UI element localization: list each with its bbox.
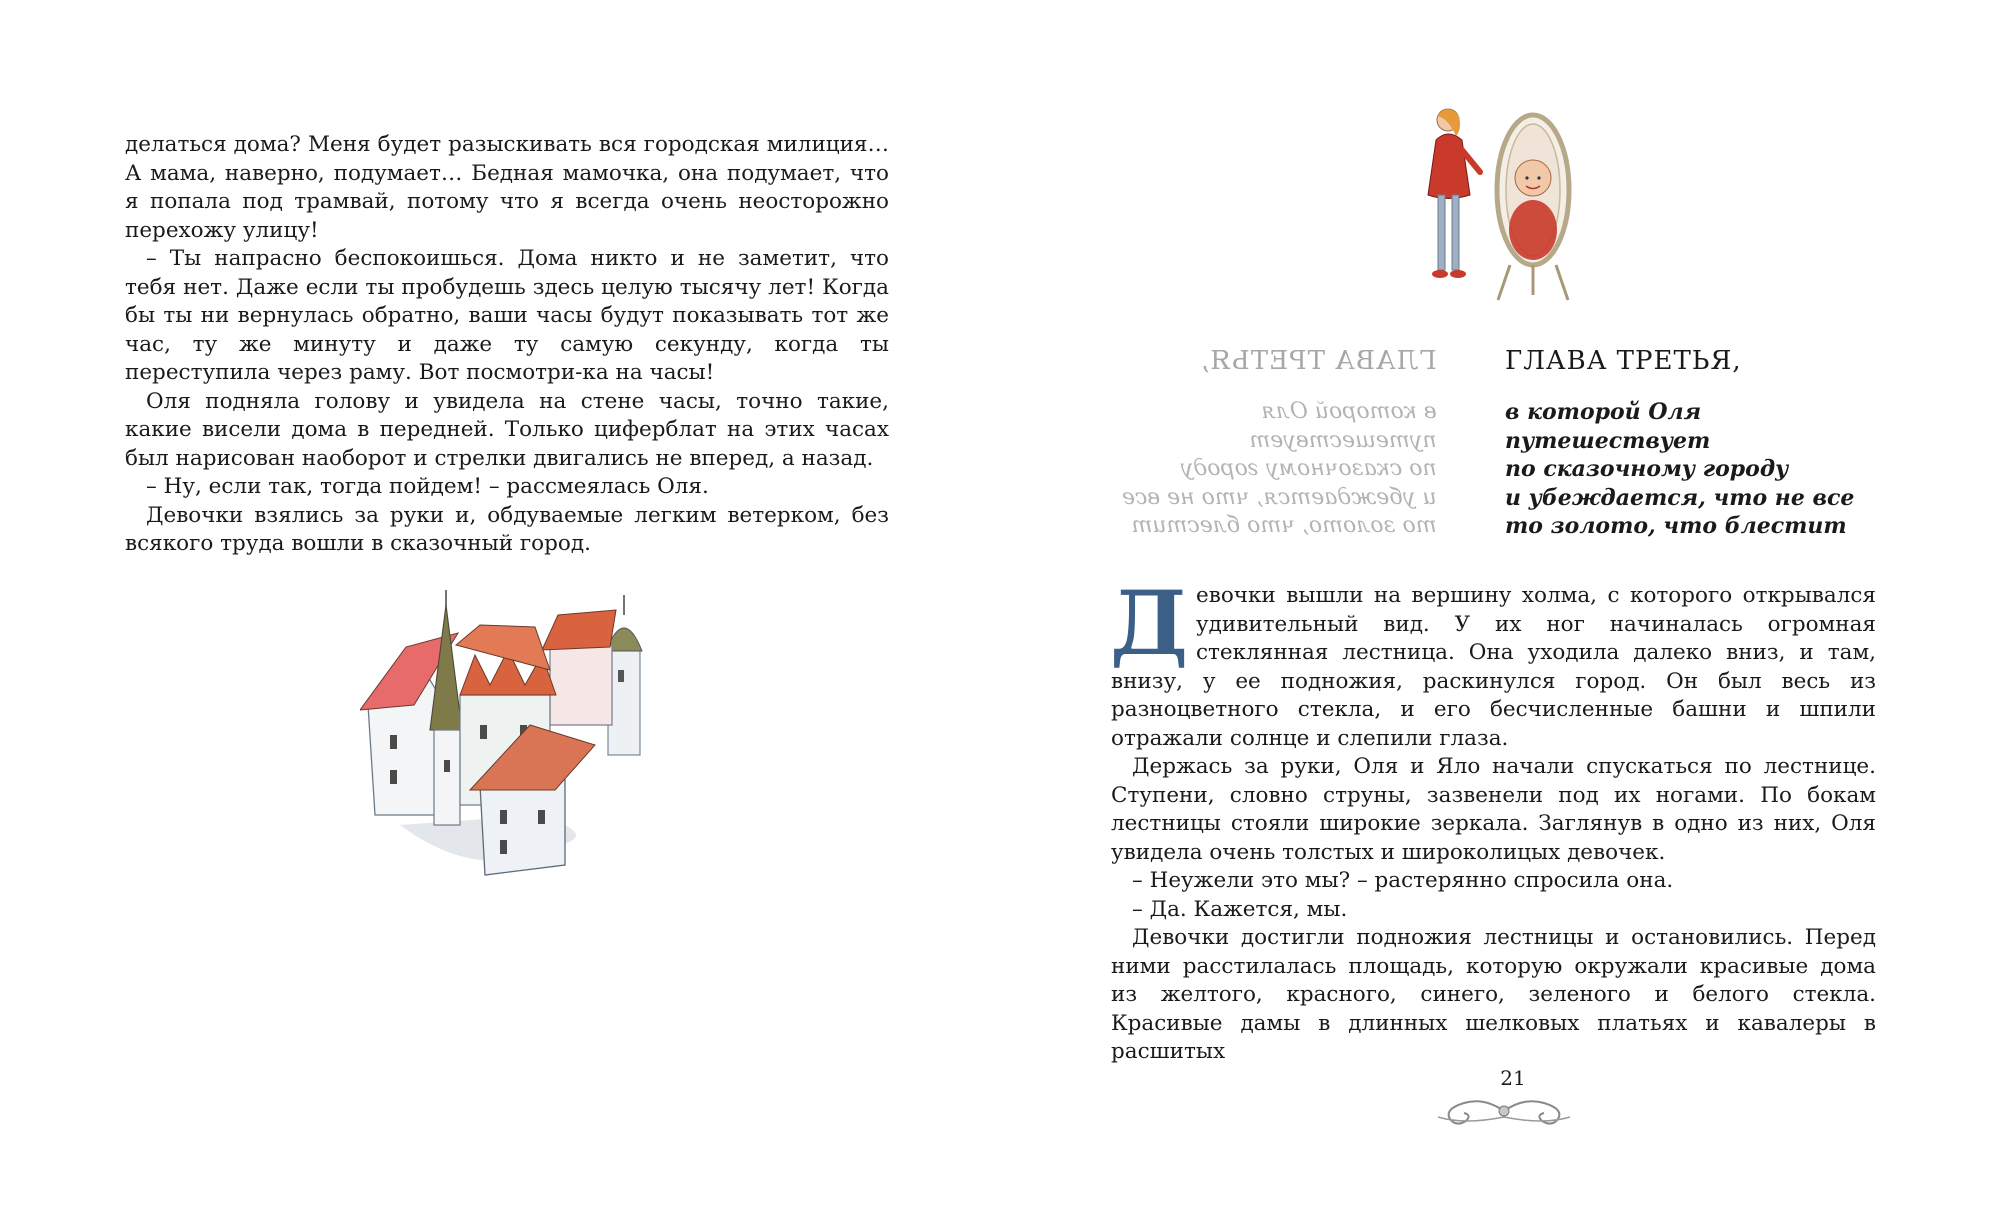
paragraph: Оля подняла голову и увидела на стене часы, точно такие, какие висели дома в передней. Только циферблат на этих часах был нарисован наоборот и стрелки двигались не вперед, а назад. bbox=[125, 388, 889, 471]
chapter-subtitle-reflection bbox=[1122, 398, 1437, 541]
page-number: 21 bbox=[1500, 1066, 1526, 1090]
page-ornament bbox=[1434, 1093, 1574, 1129]
subtitle-line: в которой Оля bbox=[1261, 399, 1437, 424]
paragraph: делаться дома? Меня будет разыскивать вся городская милиция… А мама, наверно, подумает… Бедная мамочка, она подумает, что я попала под трамвай, потому что я всегда очень неосторожно перехожу улицу! bbox=[125, 132, 889, 243]
paragraph: – Да. Кажется, мы. bbox=[1132, 896, 1348, 922]
subtitle-line: путешествует bbox=[1505, 427, 1711, 454]
subtitle-line: и убеждается, что не все bbox=[1122, 484, 1437, 510]
paragraph: Девочки взялись за руки и, обдуваемые легким ветерком, без всякого труда вошли в сказочный город. bbox=[125, 502, 889, 556]
paragraph: Держась за руки, Оля и Яло начали спускаться по лестнице. Ступени, словно струны, зазвенели под их ногами. По бокам лестницы стояли широкие зеркала. Заглянув в одно из них, Оля увидела очень толстых и широколицых девочек. bbox=[1111, 754, 1876, 865]
paragraph: – Ты напрасно беспокоишься. Дома никто и не заметит, что тебя нет. Даже если ты пробудешь здесь целую тысячу лет! Когда бы ты ни вернулась обратно, ваши часы будут показывать тот же час, ту же минуту и даже ту самую секунду, когда ты переступила через раму. Вот посмотри-ка на часы! bbox=[125, 246, 889, 385]
subtitle-line: то золото, что блестит bbox=[1505, 513, 1847, 539]
paragraph: Девочки достигли подножия лестницы и остановились. Перед ними расстилалась площадь, которую окружали красивые дома из желтого, красного, синего, зеленого и белого стекла. Красивые дамы в длинных шелковых платьях и кавалеры в расшитых bbox=[1111, 925, 1876, 1064]
first-paragraph bbox=[1110, 571, 1876, 753]
subtitle-line: и убеждается, что не все bbox=[1505, 484, 1855, 511]
subtitle-line: по сказочному городу bbox=[1505, 456, 1789, 482]
paragraph: – Неужели это мы? – растерянно спросила она. bbox=[1132, 868, 1674, 893]
right-page-text bbox=[1110, 571, 1876, 1067]
subtitle-line: то золото, что блестит bbox=[1131, 513, 1437, 538]
glass-houses-illustration bbox=[360, 585, 660, 895]
left-page-text bbox=[125, 131, 889, 559]
drop-cap-letter: Д bbox=[1110, 571, 1189, 675]
chapter-title: ГЛАВА ТРЕТЬЯ, bbox=[1505, 346, 1742, 376]
subtitle-line: по сказочному городу bbox=[1180, 456, 1437, 481]
right-page bbox=[1000, 0, 2000, 1224]
subtitle-line: путешествует bbox=[1249, 427, 1437, 453]
subtitle-line: в которой Оля bbox=[1505, 399, 1702, 425]
girl-mirror-illustration bbox=[1418, 90, 1578, 310]
chapter-subtitle bbox=[1505, 398, 1854, 541]
chapter-title-reflection: ГЛАВА ТРЕТЬЯ, bbox=[1200, 346, 1437, 376]
paragraph: – Ну, если так, тогда пойдем! – рассмеялась Оля. bbox=[146, 474, 709, 499]
first-paragraph-text: евочки вышли на вершину холма, с которого открывался удивительный вид. У их ног начиналась огромная стеклянная лестница. Она уходила далеко вниз, и там, внизу, у ее подножия, раскинулся город. Он был весь из разноцветного стекла, и его бесчисленные башни и шпили отражали солнце и слепили глаза. bbox=[1111, 583, 1876, 751]
drop-cap bbox=[1110, 571, 1190, 675]
